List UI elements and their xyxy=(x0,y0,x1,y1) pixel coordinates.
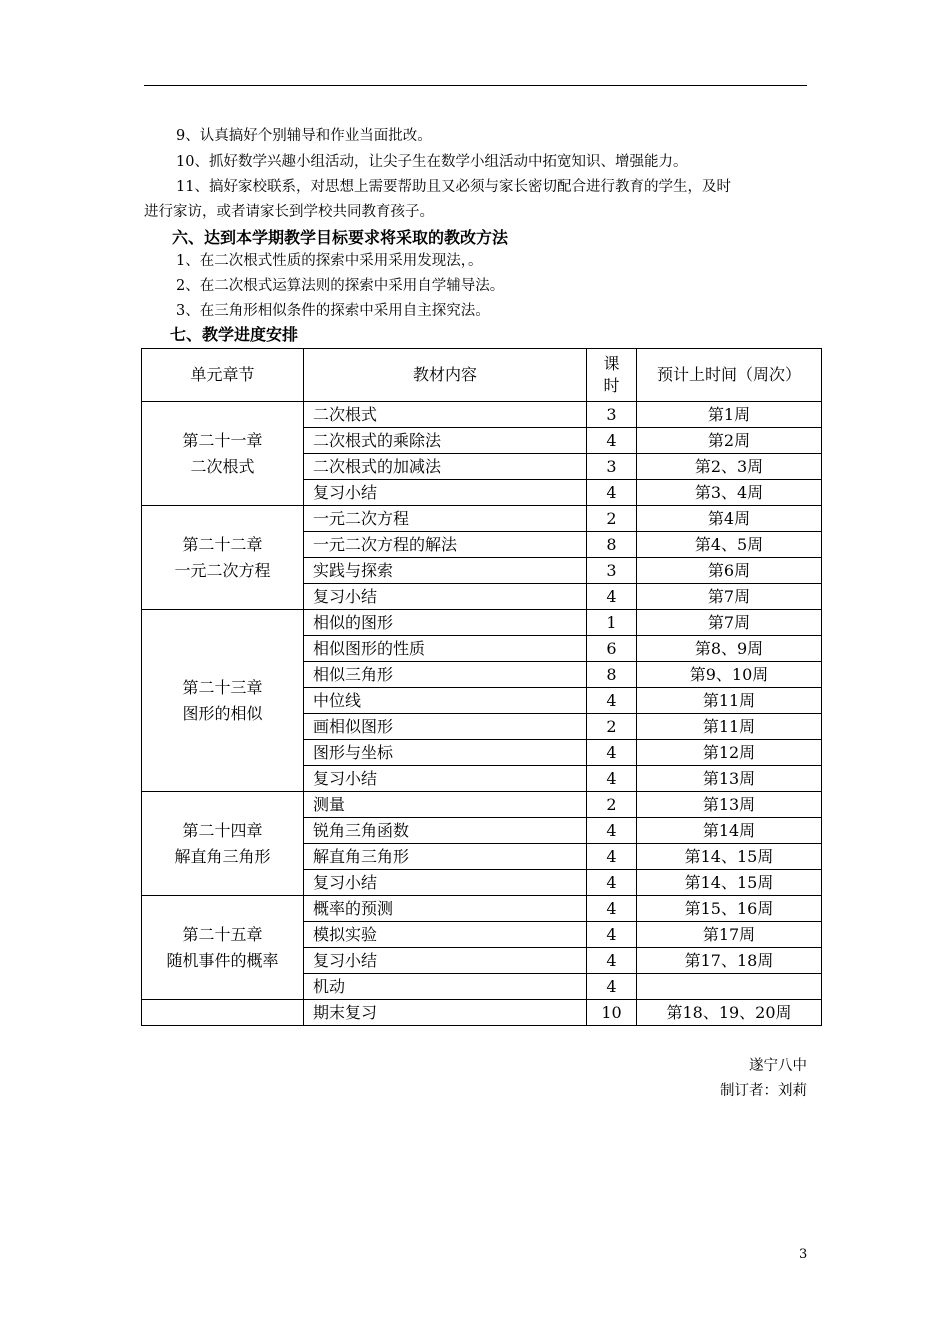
content-cell: 复习小结 xyxy=(304,584,587,610)
hours-cell: 4 xyxy=(587,480,637,506)
hours-cell: 4 xyxy=(587,974,637,1000)
content-cell: 二次根式 xyxy=(304,402,587,428)
paragraph-9: 9、认真搞好个别辅导和作业当面批改。 xyxy=(176,128,432,144)
unit-cell-empty xyxy=(142,1000,304,1026)
week-cell: 第2周 xyxy=(637,428,822,454)
hours-cell: 4 xyxy=(587,740,637,766)
hours-cell: 6 xyxy=(587,636,637,662)
week-cell: 第15、16周 xyxy=(637,896,822,922)
hours-cell: 1 xyxy=(587,610,637,636)
content-cell: 图形与坐标 xyxy=(304,740,587,766)
paragraph-11-line2: 进行家访，或者请家长到学校共同教育孩子。 xyxy=(144,204,434,220)
week-cell: 第7周 xyxy=(637,610,822,636)
content-cell: 一元二次方程的解法 xyxy=(304,532,587,558)
week-cell: 第3、4周 xyxy=(637,480,822,506)
unit-cell: 第二十二章 一元二次方程 xyxy=(142,506,304,610)
content-cell: 中位线 xyxy=(304,688,587,714)
content-cell: 相似图形的性质 xyxy=(304,636,587,662)
hours-cell: 4 xyxy=(587,844,637,870)
content-cell: 二次根式的乘除法 xyxy=(304,428,587,454)
hours-cell: 4 xyxy=(587,584,637,610)
hours-cell: 4 xyxy=(587,870,637,896)
week-cell: 第14、15周 xyxy=(637,870,822,896)
content-cell: 概率的预测 xyxy=(304,896,587,922)
unit-cell: 第二十一章 二次根式 xyxy=(142,402,304,506)
content-cell: 期末复习 xyxy=(304,1000,587,1026)
week-cell: 第17周 xyxy=(637,922,822,948)
content-cell: 解直角三角形 xyxy=(304,844,587,870)
week-cell: 第4周 xyxy=(637,506,822,532)
paragraph-11-line1: 11、搞好家校联系，对思想上需要帮助且又必须与家长密切配合进行教育的学生，及时 xyxy=(176,179,731,195)
hours-cell: 8 xyxy=(587,532,637,558)
content-cell: 机动 xyxy=(304,974,587,1000)
author-line: 制订者：刘莉 xyxy=(720,1083,807,1099)
hours-cell: 4 xyxy=(587,818,637,844)
hours-cell: 2 xyxy=(587,714,637,740)
content-cell: 相似三角形 xyxy=(304,662,587,688)
table-row xyxy=(142,506,822,532)
unit-cell: 第二十五章 随机事件的概率 xyxy=(142,896,304,1000)
section-7-heading: 七、教学进度安排 xyxy=(170,325,299,344)
week-cell: 第7周 xyxy=(637,584,822,610)
header-week: 预计上时间（周次） xyxy=(637,349,822,402)
hours-cell: 4 xyxy=(587,948,637,974)
table-row xyxy=(142,610,822,636)
week-cell: 第14、15周 xyxy=(637,844,822,870)
hours-cell: 4 xyxy=(587,922,637,948)
week-cell: 第8、9周 xyxy=(637,636,822,662)
school-name: 遂宁八中 xyxy=(749,1058,807,1074)
content-cell: 复习小结 xyxy=(304,766,587,792)
table-row xyxy=(142,1000,822,1026)
method-item-2: 2、在二次根式运算法则的探索中采用自学辅导法。 xyxy=(176,278,505,294)
hours-cell: 2 xyxy=(587,506,637,532)
content-cell: 相似的图形 xyxy=(304,610,587,636)
content-cell: 实践与探索 xyxy=(304,558,587,584)
hours-cell: 4 xyxy=(587,766,637,792)
week-cell: 第18、19、20周 xyxy=(637,1000,822,1026)
hours-cell: 8 xyxy=(587,662,637,688)
schedule-table xyxy=(141,348,822,1026)
header-rule xyxy=(144,85,807,86)
week-cell: 第11周 xyxy=(637,714,822,740)
week-cell: 第9、10周 xyxy=(637,662,822,688)
week-cell: 第11周 xyxy=(637,688,822,714)
week-cell: 第2、3周 xyxy=(637,454,822,480)
hours-cell: 4 xyxy=(587,896,637,922)
section-6-heading: 六、达到本学期教学目标要求将采取的教改方法 xyxy=(172,228,509,247)
hours-cell: 4 xyxy=(587,428,637,454)
unit-cell: 第二十三章 图形的相似 xyxy=(142,610,304,792)
paragraph-10: 10、抓好数学兴趣小组活动，让尖子生在数学小组活动中拓宽知识、增强能力。 xyxy=(176,154,688,170)
content-cell: 画相似图形 xyxy=(304,714,587,740)
hours-cell: 3 xyxy=(587,402,637,428)
content-cell: 测量 xyxy=(304,792,587,818)
table-row xyxy=(142,792,822,818)
week-cell: 第14周 xyxy=(637,818,822,844)
method-item-3: 3、在三角形相似条件的探索中采用自主探究法。 xyxy=(176,303,490,319)
hours-cell: 3 xyxy=(587,454,637,480)
header-unit: 单元章节 xyxy=(142,349,304,402)
week-cell: 第13周 xyxy=(637,766,822,792)
unit-cell: 第二十四章 解直角三角形 xyxy=(142,792,304,896)
content-cell: 复习小结 xyxy=(304,948,587,974)
content-cell: 复习小结 xyxy=(304,870,587,896)
table-row xyxy=(142,402,822,428)
content-cell: 锐角三角函数 xyxy=(304,818,587,844)
page-number: 3 xyxy=(799,1247,808,1262)
week-cell: 第12周 xyxy=(637,740,822,766)
week-cell: 第1周 xyxy=(637,402,822,428)
table-row xyxy=(142,896,822,922)
week-cell xyxy=(637,974,822,1000)
header-content: 教材内容 xyxy=(304,349,587,402)
header-hours: 课 时 xyxy=(587,349,637,402)
week-cell: 第4、5周 xyxy=(637,532,822,558)
week-cell: 第17、18周 xyxy=(637,948,822,974)
method-item-1: 1、在二次根式性质的探索中采用采用发现法，。 xyxy=(176,253,483,269)
hours-cell: 2 xyxy=(587,792,637,818)
content-cell: 一元二次方程 xyxy=(304,506,587,532)
week-cell: 第6周 xyxy=(637,558,822,584)
table-header-row xyxy=(142,349,822,402)
content-cell: 复习小结 xyxy=(304,480,587,506)
hours-cell: 3 xyxy=(587,558,637,584)
hours-cell: 10 xyxy=(587,1000,637,1026)
content-cell: 模拟实验 xyxy=(304,922,587,948)
week-cell: 第13周 xyxy=(637,792,822,818)
content-cell: 二次根式的加减法 xyxy=(304,454,587,480)
hours-cell: 4 xyxy=(587,688,637,714)
